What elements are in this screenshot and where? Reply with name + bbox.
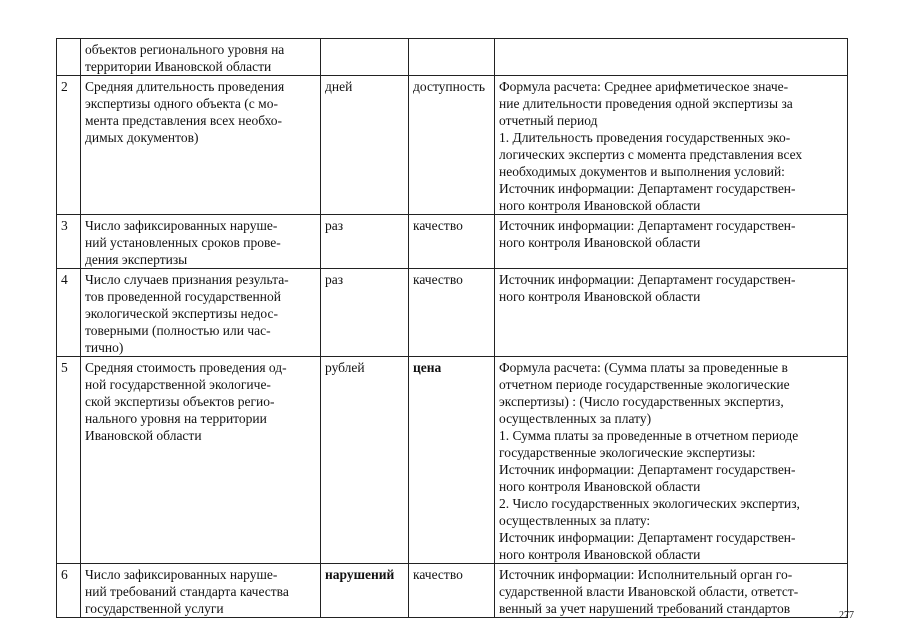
description-cell: Источник информации: Исполнительный орган го- сударственной власти Ивановской области, ответст- венный за учет нарушений требований стандартов xyxy=(495,564,848,618)
indicators-table xyxy=(56,38,848,618)
table-row xyxy=(57,76,848,215)
unit-cell xyxy=(321,39,409,76)
unit-cell: раз xyxy=(321,269,409,357)
indicator-name: Средняя стоимость проведения од- ной государственной экологиче- ской экспертизы объектов регио- нального уровня на территории Ивановской области xyxy=(81,357,321,564)
page-number: 277 xyxy=(839,610,854,621)
kind-cell: качество xyxy=(409,215,495,269)
table-row xyxy=(57,564,848,618)
row-number: 4 xyxy=(57,269,81,357)
kind-cell: цена xyxy=(409,357,495,564)
description-cell xyxy=(495,39,848,76)
kind-cell: доступность xyxy=(409,76,495,215)
indicator-name: Число случаев признания результа- тов проведенной государственной экологической экспертизы недос- товерными (полностью или час- тично) xyxy=(81,269,321,357)
row-number: 3 xyxy=(57,215,81,269)
indicator-name: Число зафиксированных наруше- ний установленных сроков прове- дения экспертизы xyxy=(81,215,321,269)
row-number: 6 xyxy=(57,564,81,618)
unit-cell: дней xyxy=(321,76,409,215)
table-row xyxy=(57,357,848,564)
description-cell: Формула расчета: Среднее арифметическое значе- ние длительности проведения одной экспертизы за отчетный период 1. Длительность проведения государственных эко- логических экспертиз с момента представления всех необходимых документов и выполнения условий: Источник информации: Департамент государствен- ного контроля Ивановской области xyxy=(495,76,848,215)
description-cell: Источник информации: Департамент государствен- ного контроля Ивановской области xyxy=(495,215,848,269)
kind-cell: качество xyxy=(409,564,495,618)
table-row xyxy=(57,215,848,269)
table-row xyxy=(57,39,848,76)
unit-cell: рублей xyxy=(321,357,409,564)
indicator-name: объектов регионального уровня на территории Ивановской области xyxy=(81,39,321,76)
unit-cell: нарушений xyxy=(321,564,409,618)
kind-cell xyxy=(409,39,495,76)
indicator-name: Число зафиксированных наруше- ний требований стандарта качества государственной услуги xyxy=(81,564,321,618)
description-cell: Источник информации: Департамент государствен- ного контроля Ивановской области xyxy=(495,269,848,357)
row-number: 2 xyxy=(57,76,81,215)
table-row xyxy=(57,269,848,357)
description-cell: Формула расчета: (Сумма платы за проведенные в отчетном периоде государственные экологические экспертизы) : (Число государственных экспертиз, осуществленных за плату) 1. Сумма платы за проведенные в отчетном периоде государственные экологические экспертизы: Источник информации: Департамент государствен- ного контроля Ивановской области 2. Число государственных экологических экспертиз, осуществленных за плату: Источник информации: Департамент государствен- ного контроля Ивановской области xyxy=(495,357,848,564)
row-number: 5 xyxy=(57,357,81,564)
unit-cell: раз xyxy=(321,215,409,269)
kind-cell: качество xyxy=(409,269,495,357)
row-number xyxy=(57,39,81,76)
indicator-name: Средняя длительность проведения экспертизы одного объекта (с мо- мента представления всех необхо- димых документов) xyxy=(81,76,321,215)
